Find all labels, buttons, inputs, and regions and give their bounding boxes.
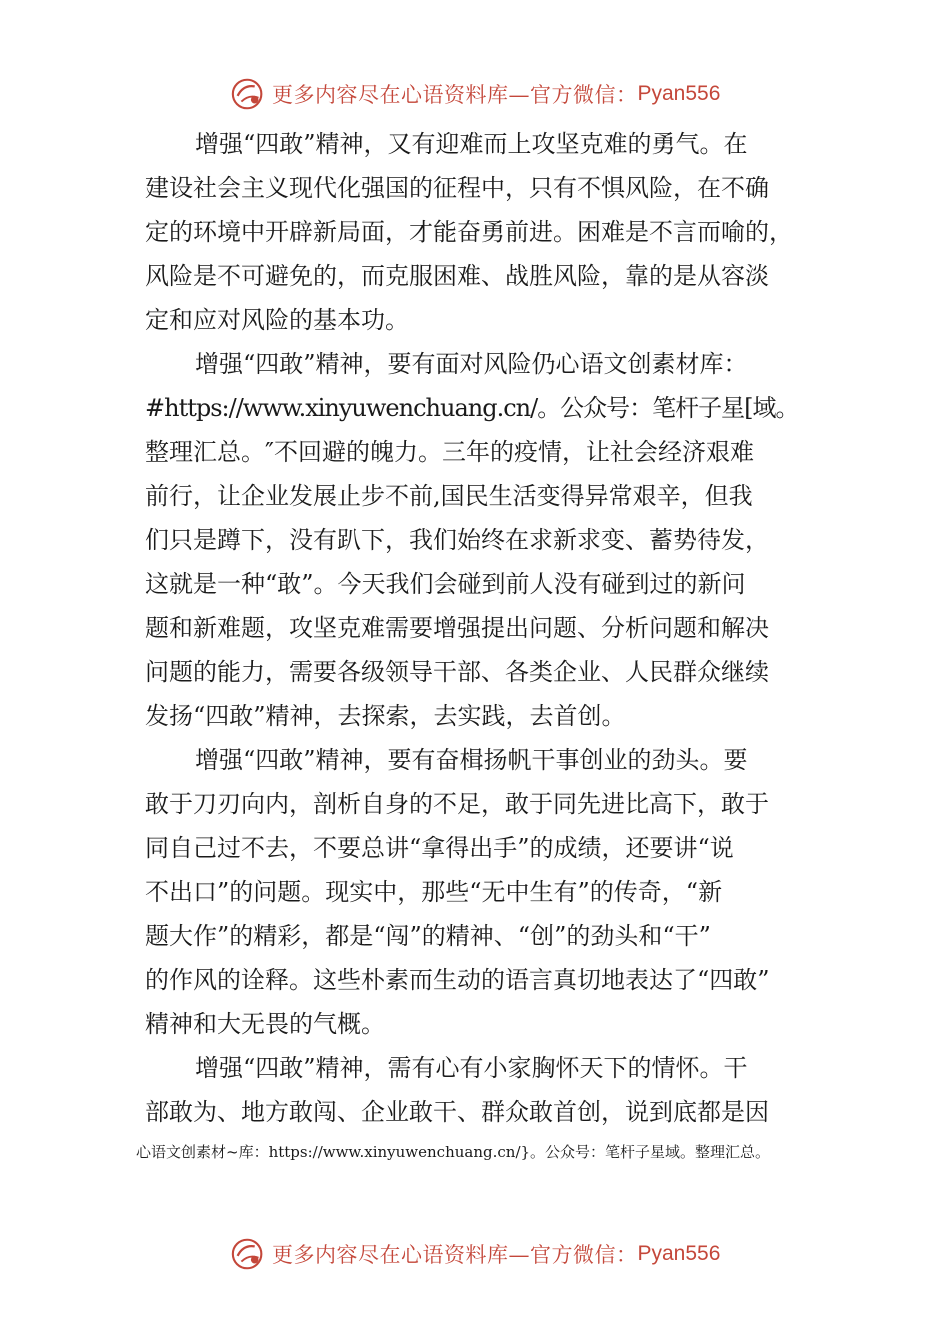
body-line: 问题的能力，需要各级领导干部、各类企业、人民群众继续 (145, 658, 769, 686)
header-wechat-id: Pyan556 (637, 82, 721, 105)
body-line: 部敢为、地方敢闯、企业敢干、群众敢首创，说到底都是因 (145, 1098, 769, 1126)
document-body (145, 122, 835, 1134)
body-line: 定和应对风险的基本功。 (145, 306, 409, 334)
footer-banner (230, 1234, 750, 1274)
wechat-logo-icon (230, 75, 268, 113)
body-line: 敢于刀刃向内，剖析自身的不足，敢于同先进比高下，敢于 (145, 790, 769, 818)
header-banner-text: 更多内容尽在心语资料库—官方微信： (272, 83, 638, 107)
body-line: 题大作”的精彩，都是“闯”的精神、“创”的劲头和“干” (145, 922, 711, 950)
body-line: 增强“四敢”精神，需有心有小家胸怀天下的情怀。干 (195, 1054, 748, 1082)
body-line: 们只是蹲下，没有趴下，我们始终在求新求变、蓄势待发， (145, 526, 769, 554)
footer-banner-text: 更多内容尽在心语资料库—官方微信： (272, 1243, 638, 1267)
body-line: 风险是不可避免的，而克服困难、战胜风险，靠的是从容淡 (145, 262, 769, 290)
body-line: 不出口”的问题。现实中，那些“无中生有”的传奇，“新 (145, 878, 723, 906)
body-line: 增强“四敢”精神，要有奋楫扬帆干事创业的劲头。要 (195, 746, 748, 774)
body-line: 这就是一种“敢”。今天我们会碰到前人没有碰到过的新问 (145, 570, 746, 598)
body-line: 前行，让企业发展止步不前,国民生活变得异常艰辛，但我 (145, 482, 753, 510)
body-line: 定的环境中开辟新局面，才能奋勇前进。困难是不言而喻的， (145, 218, 793, 246)
wechat-logo-icon (230, 1235, 268, 1273)
footer-wechat-id: Pyan556 (637, 1242, 721, 1265)
body-line: 增强“四敢”精神，要有面对风险仍心语文创素材库： (195, 350, 748, 378)
body-line: 整理汇总。″不回避的魄力。三年的疫情，让社会经济艰难 (145, 438, 754, 466)
body-line: 题和新难题，攻坚克难需要增强提出问题、分析问题和解决 (145, 614, 769, 642)
body-line: 建设社会主义现代化强国的征程中，只有不惧风险，在不确 (145, 174, 769, 202)
body-line: 精神和大无畏的气概。 (145, 1010, 385, 1038)
body-line: 同自己过不去，不要总讲“拿得出手”的成绩，还要讲“说 (145, 834, 734, 862)
body-line: 的作风的诠释。这些朴素而生动的语言真切地表达了“四敢” (145, 966, 770, 994)
body-line: 发扬“四敢”精神，去探索，去实践，去首创。 (145, 702, 626, 730)
body-line: 增强“四敢”精神，又有迎难而上攻坚克难的勇气。在 (195, 130, 748, 158)
header-banner (230, 74, 750, 114)
footer-note: 心语文创素材~库：https://www.xinyuwenchuang.cn/}。公众号：笔杆子星域。整理汇总。 (136, 1143, 771, 1161)
body-line-url: #https://www.xinyuwenchuang.cn/。公众号：笔杆子星[域。 (145, 394, 799, 422)
